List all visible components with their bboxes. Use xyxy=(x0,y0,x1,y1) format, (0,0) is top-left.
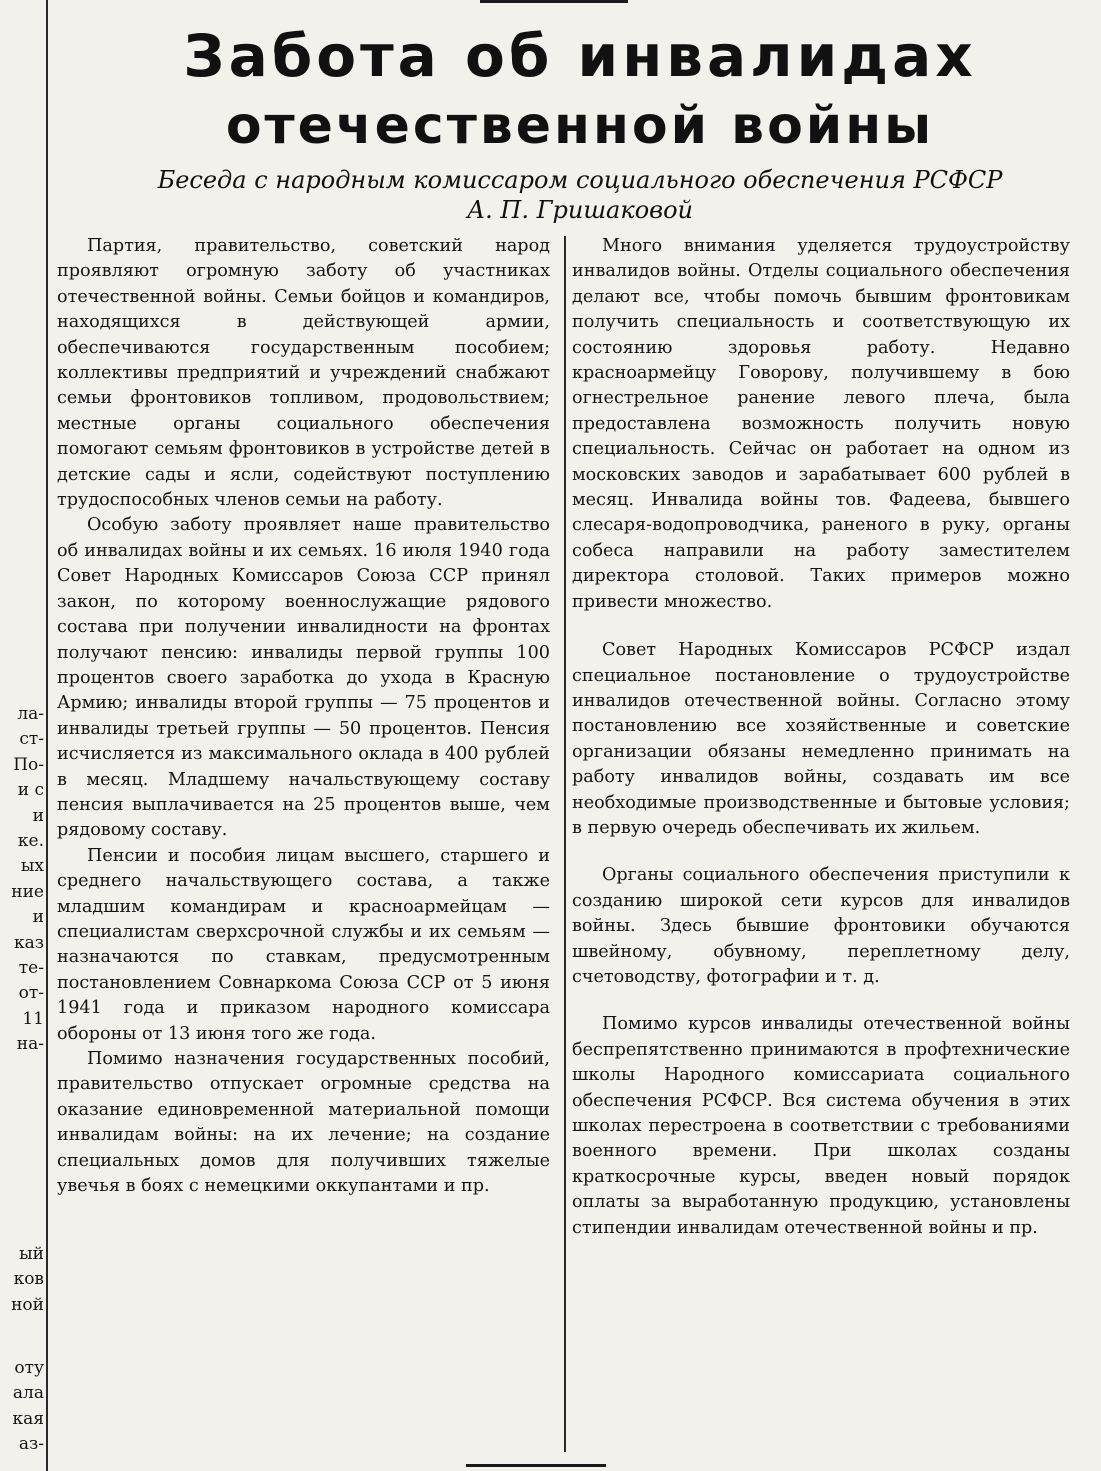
fragment-line: аз- xyxy=(18,1434,44,1455)
left-paragraph-3: Пенсии и пособия лицам высшего, старшего и среднего начальствующего состава, а также младшим командирам и красноармейцам — специалистам сверхсрочной службы и их семьям — назначаются по ставкам, предусмотренным постановлением Совнаркома Союза ССР от 5 июня 1941 года и приказом народного комиссара обороны от 13 июня того же года. xyxy=(57,845,550,1044)
subtitle-line-2: А. П. Гришаковой xyxy=(466,196,694,224)
fragment-line: 11 xyxy=(22,1008,44,1029)
right-paragraph-2: Совет Народных Комиссаров РСФСР издал специальное постановление о трудоустройстве инвалидов отечественной войны. Согласно этому постановлению все хозяйственные и советские организации обязаны немедленно принимать на работу инвалидов войны, создавать им все необходимые производственные и бытовые условия; в первую очередь обеспечивать их жильем. xyxy=(572,640,1070,838)
fragment-line: ков xyxy=(13,1269,44,1290)
adjacent-article-fragment-b xyxy=(0,1242,44,1318)
right-paragraph-1: Много внимания уделяется трудоустройству инвалидов войны. Отделы социального обеспечения делают все, чтобы помочь бывшим фронтовикам получить специальность и соответствующую их состоянию здоровья работу. Недавно красноармейцу Говорову, получившему в бою огнестрельное ранение левого плеча, была предоставлена возможность получить новую специальность. Сейчас он работает на одном из московских заводов и зарабатывает 600 рублей в месяц. Инвалида войны тов. Фадеева, бывшего слесаря-водопроводчика, раненого в руку, органы собеса направили на работу заместителем директора столовой. Таких примеров можно привести множество. xyxy=(572,236,1070,612)
fragment-line: и xyxy=(32,805,44,826)
left-paragraph-2: Особую заботу проявляет наше правительство об инвалидах войны и их семьях. 16 июля 1940 года Совет Народных Комиссаров Союза ССР принял закон, по которому военнослужащие рядового состава при получении инвалидности на фронтах получают пенсию: инвалиды первой группы 100 процентов своего заработка до ухода в Красную Армию; инвалиды второй группы — 75 процентов и инвалиды третьей группы — 50 процентов. Пенсия исчисляется из максимального оклада в 400 рублей в месяц. Младшему начальствующему составу пенсия выплачивается на 25 процентов выше, чем рядовому составу. xyxy=(57,515,550,841)
fragment-line: ла- xyxy=(17,704,44,724)
fragment-line: кая xyxy=(12,1408,44,1429)
left-paragraph-1: Партия, правительство, советский народ проявляют огромную заботу об участниках отечественной войны. Семьи бойцов и командиров, находящихся в действующей армии, обеспечиваются государственным пособием; коллективы предприятий и учреждений снабжают семьи фронтовиков топливом, продовольствием; местные органы социального обеспечения помогают семьям фронтовиков в устройстве детей в детские сады и ясли, содействуют поступлению трудоспособных членов семьи на работу. xyxy=(57,236,550,511)
fragment-line: те- xyxy=(18,958,44,979)
fragment-line: от- xyxy=(18,983,44,1004)
fragment-line: ала xyxy=(12,1383,44,1404)
fragment-line: ст- xyxy=(19,729,44,750)
fragment-line: и xyxy=(32,907,44,928)
headline-line-1: Забота об инвалидах xyxy=(183,22,977,90)
subtitle-line-1: Беседа с народным комиссаром социального обеспечения РСФСР xyxy=(157,166,1003,194)
left-column-rule xyxy=(46,0,48,1471)
fragment-line: на- xyxy=(16,1034,44,1055)
article-left-column xyxy=(57,234,550,1199)
left-paragraph-4: Помимо назначения государственных пособий, правительство отпускает огромные средства на оказание единовременной материальной помощи инвалидам войны: на их лечение; на создание специальных домов для получивших тяжелые увечья в боях с немецкими оккупантами и пр. xyxy=(57,1049,550,1197)
bottom-rule xyxy=(466,1464,606,1467)
fragment-line: ый xyxy=(19,1244,44,1264)
fragment-line: и с xyxy=(17,780,44,801)
adjacent-article-fragment-c xyxy=(0,1356,44,1458)
right-paragraph-3: Органы социального обеспечения приступили к созданию широкой сети курсов для инвалидов войны. Здесь бывшие фронтовики обучаются швейному, обувному, переплетному делу, счетоводству, фотографии и т. д. xyxy=(572,865,1070,987)
fragment-line: каз xyxy=(13,932,44,953)
fragment-line: По- xyxy=(13,754,44,775)
column-divider xyxy=(564,236,566,1452)
adjacent-article-fragment-a xyxy=(0,702,44,1058)
article-right-column xyxy=(572,234,1070,1241)
right-paragraph-4: Помимо курсов инвалиды отечественной войны беспрепятственно принимаются в профтехнические школы Народного комиссариата социального обеспечения РСФСР. Вся система обучения в этих школах перестроена в соответствии с требованиями военного времени. При школах созданы краткосрочные курсы, введен новый порядок оплаты за выработанную продукцию, установлены стипендии инвалидам отечественной войны и пр. xyxy=(572,1014,1070,1238)
fragment-line: ной xyxy=(11,1294,44,1315)
fragment-line: ых xyxy=(20,856,44,877)
headline-line-2: отечественной войны xyxy=(225,96,935,156)
top-rule xyxy=(480,0,628,3)
fragment-line: оту xyxy=(14,1358,44,1378)
fragment-line: ние xyxy=(11,881,44,902)
fragment-line: ке. xyxy=(17,831,44,852)
